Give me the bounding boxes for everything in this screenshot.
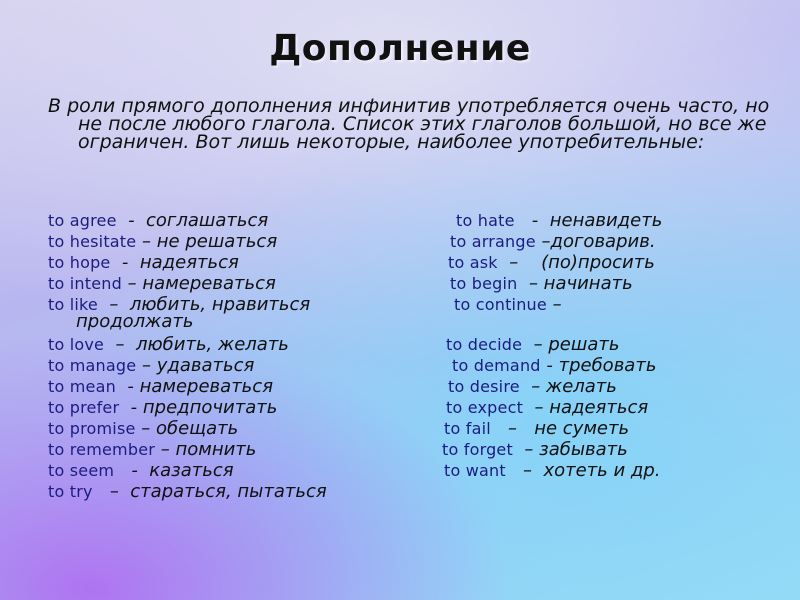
separator: –: [546, 294, 568, 315]
russian-translation: хотеть и др.: [543, 460, 661, 481]
russian-translation: соглашаться: [146, 210, 269, 231]
separator: -: [514, 210, 550, 231]
russian-translation: требовать: [558, 355, 657, 376]
separator: –: [522, 334, 549, 355]
verb-pair-left: [48, 355, 254, 376]
verb-pair-right: [444, 418, 629, 439]
verb-pair-left: [48, 397, 277, 418]
russian-translation: намереваться: [139, 376, 274, 397]
english-verb: to prefer: [48, 398, 120, 417]
separator: –: [97, 294, 130, 315]
russian-translation: договарив.: [550, 231, 656, 252]
verb-pair-left: [48, 460, 234, 481]
separator: -: [119, 397, 143, 418]
russian-translation: (по)просить: [541, 252, 655, 273]
separator: –: [92, 481, 131, 502]
english-verb: to want: [444, 461, 506, 480]
english-verb: to hesitate: [48, 232, 137, 251]
separator: –: [523, 397, 550, 418]
verb-pair-left: [48, 418, 238, 439]
verb-row: [48, 355, 768, 376]
english-verb: to begin: [450, 274, 518, 293]
verb-pair-left: [48, 439, 256, 460]
separator: -: [115, 376, 140, 397]
separator: –: [121, 273, 143, 294]
verb-pair-left: [48, 273, 276, 294]
verb-row: [48, 418, 768, 439]
verb-list: [48, 210, 768, 502]
russian-translation: начинать: [543, 273, 633, 294]
verb-pair-left: [48, 252, 239, 273]
verb-row: [48, 273, 768, 294]
verb-pair-left: [48, 210, 268, 231]
separator: –: [512, 439, 540, 460]
russian-translation: обещать: [155, 418, 239, 439]
russian-translation: казаться: [149, 460, 234, 481]
verb-pair-right: [448, 252, 655, 273]
english-verb: to seem: [48, 461, 115, 480]
russian-translation: предпочитать: [142, 397, 278, 418]
russian-translation: намереваться: [142, 273, 276, 294]
russian-translation: не решаться: [156, 231, 278, 252]
english-verb: to agree: [48, 211, 117, 230]
separator: –: [490, 418, 535, 439]
russian-translation: надеяться: [139, 252, 239, 273]
russian-translation: любить, желать: [136, 334, 289, 355]
verb-pair-left: [48, 376, 273, 397]
verb-pair-left: [48, 334, 289, 355]
verb-row: [48, 376, 768, 397]
russian-translation: продолжать: [76, 311, 194, 332]
english-verb: to ask: [448, 253, 498, 272]
separator: -: [116, 210, 147, 231]
verb-pair-right: [442, 439, 628, 460]
english-verb: to hate: [456, 211, 515, 230]
russian-translation: удаваться: [156, 355, 255, 376]
verb-row: [48, 397, 768, 418]
english-verb: to arrange: [450, 232, 536, 251]
english-verb: to try: [48, 482, 93, 501]
english-verb: to forget: [442, 440, 513, 459]
separator: –: [155, 439, 176, 460]
english-verb: to love: [48, 335, 105, 354]
verb-pair-right: [448, 376, 617, 397]
separator: –: [517, 273, 544, 294]
separator: -: [110, 252, 140, 273]
english-verb: to decide: [446, 335, 523, 354]
verb-pair-left: [48, 481, 327, 502]
verb-row: [48, 210, 768, 231]
separator: -: [114, 460, 150, 481]
english-verb: to manage: [48, 356, 137, 375]
verb-row: [48, 481, 768, 502]
separator: –: [104, 334, 136, 355]
verb-row: [48, 460, 768, 481]
russian-translation: желать: [545, 376, 617, 397]
verb-continuation: [48, 313, 194, 331]
verb-row: [48, 439, 768, 460]
verb-pair-right: [454, 294, 567, 315]
english-verb: to promise: [48, 419, 136, 438]
english-verb: to hope: [48, 253, 111, 272]
verb-pair-right: [456, 210, 662, 231]
separator: –: [136, 355, 157, 376]
russian-translation: любить, нравиться: [129, 294, 311, 315]
separator: -: [540, 355, 559, 376]
verb-pair-left: [48, 231, 277, 252]
intro-paragraph: В роли прямого дополнения инфинитив употребляется очень часто, но не после любого глагола. Список этих глаголов большой, но все же ограничен. Вот лишь некоторые, наиболее употребительные:: [48, 95, 770, 153]
english-verb: to desire: [448, 377, 520, 396]
separator: –: [136, 231, 157, 252]
english-verb: to remember: [48, 440, 156, 459]
english-verb: to continue: [454, 295, 547, 314]
russian-translation: не суметь: [534, 418, 630, 439]
separator: –: [505, 460, 544, 481]
verb-row: [48, 252, 768, 273]
verb-row: [48, 294, 768, 334]
verb-pair-right: [450, 231, 656, 252]
verb-pair-right: [446, 397, 648, 418]
verb-row: [48, 334, 768, 355]
russian-translation: надеяться: [549, 397, 649, 418]
verb-pair-right: [446, 334, 619, 355]
separator: –: [135, 418, 156, 439]
russian-translation: забывать: [539, 439, 628, 460]
english-verb: to mean: [48, 377, 116, 396]
verb-pair-right: [452, 355, 656, 376]
separator: –: [535, 231, 551, 252]
russian-translation: ненавидеть: [549, 210, 663, 231]
english-verb: to expect: [446, 398, 524, 417]
english-verb: to demand: [452, 356, 541, 375]
russian-translation: решать: [548, 334, 620, 355]
russian-translation: помнить: [175, 439, 257, 460]
verb-pair-right: [444, 460, 661, 481]
english-verb: to like: [48, 295, 98, 314]
slide-title: Дополнение: [269, 28, 531, 69]
verb-pair-right: [450, 273, 633, 294]
english-verb: to fail: [444, 419, 491, 438]
separator: –: [519, 376, 546, 397]
verb-row: [48, 231, 768, 252]
russian-translation: стараться, пытаться: [130, 481, 327, 502]
separator: –: [497, 252, 542, 273]
english-verb: to intend: [48, 274, 122, 293]
